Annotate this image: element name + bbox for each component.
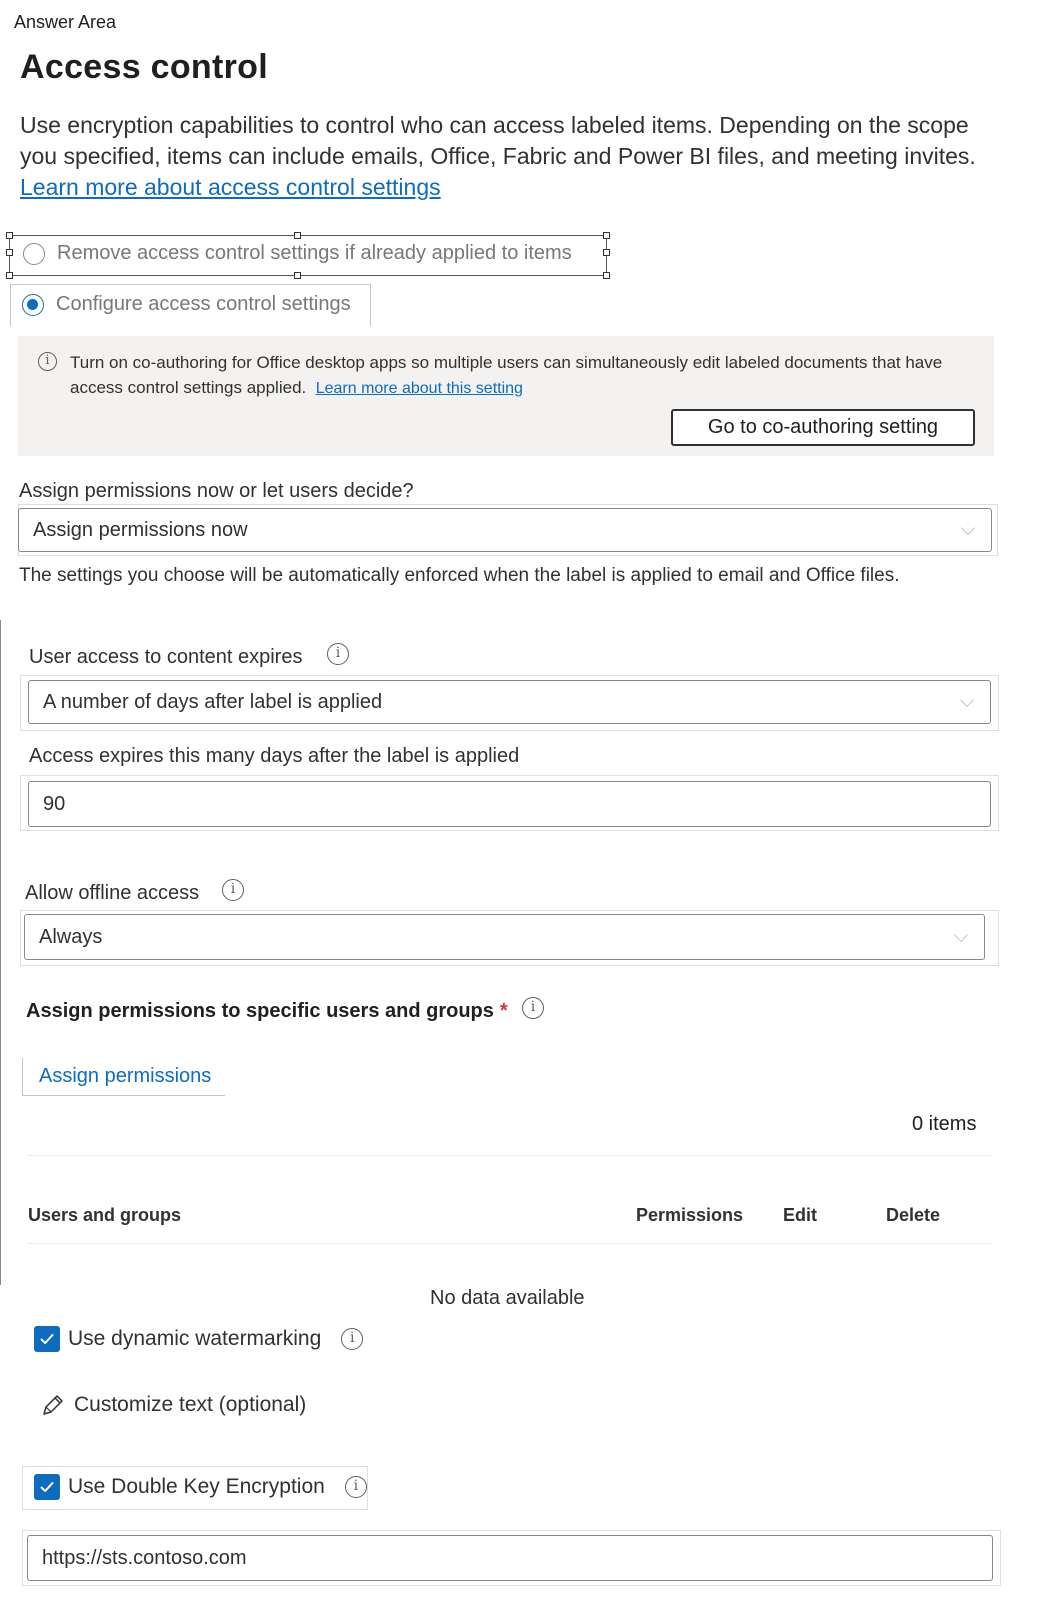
selection-handle[interactable] bbox=[6, 249, 13, 256]
coauthoring-message: Turn on co-authoring for Office desktop apps so multiple users can simultaneously edit labeled documents that have access control settings applied. bbox=[70, 353, 943, 397]
expiry-days-label: Access expires this many days after the label is applied bbox=[29, 745, 520, 767]
answer-area-label: Answer Area bbox=[14, 12, 117, 32]
dropdown-value: A number of days after label is applied bbox=[43, 690, 383, 713]
radio-button-checked[interactable] bbox=[22, 294, 44, 316]
chevron-down-icon bbox=[954, 928, 968, 942]
customize-text-link[interactable] bbox=[40, 1392, 306, 1418]
required-asterisk: * bbox=[499, 1000, 508, 1022]
info-icon[interactable]: i bbox=[341, 1328, 363, 1350]
checkmark-icon bbox=[39, 1479, 55, 1495]
input-value: 90 bbox=[43, 792, 66, 815]
dke-url-input[interactable] bbox=[27, 1535, 993, 1581]
selection-handle[interactable] bbox=[294, 272, 301, 279]
customize-text-label: Customize text (optional) bbox=[74, 1393, 307, 1416]
selection-handle[interactable] bbox=[294, 232, 301, 239]
table-header-divider bbox=[28, 1243, 992, 1244]
info-icon[interactable]: i bbox=[522, 997, 544, 1019]
expiry-days-input[interactable] bbox=[28, 781, 991, 827]
selection-handle[interactable] bbox=[6, 232, 13, 239]
assign-mode-label: Assign permissions now or let users decide? bbox=[19, 480, 414, 502]
assign-mode-dropdown[interactable] bbox=[18, 508, 992, 552]
checkmark-icon bbox=[39, 1331, 55, 1347]
assign-permissions-label: Assign permissions to specific users and groups bbox=[26, 1000, 494, 1022]
column-header-delete[interactable]: Delete bbox=[886, 1205, 941, 1225]
radio-label: Remove access control settings if already applied to items bbox=[57, 242, 572, 264]
checkbox-label: Use dynamic watermarking bbox=[68, 1327, 322, 1350]
selection-handle[interactable] bbox=[603, 232, 610, 239]
offline-access-dropdown[interactable] bbox=[24, 914, 985, 960]
items-count: 0 items bbox=[912, 1113, 977, 1135]
expiry-label: User access to content expires bbox=[29, 646, 303, 668]
empty-state-text: No data available bbox=[430, 1287, 585, 1309]
page-title: Access control bbox=[20, 48, 268, 86]
section-divider bbox=[0, 620, 1, 1285]
info-icon: i bbox=[38, 352, 57, 371]
input-value: https://sts.contoso.com bbox=[42, 1546, 247, 1569]
learn-more-access-control-link[interactable]: Learn more about access control settings bbox=[20, 174, 441, 200]
assign-permissions-button[interactable]: Assign permissions bbox=[22, 1058, 225, 1096]
info-icon[interactable]: i bbox=[327, 643, 349, 665]
offline-access-label: Allow offline access bbox=[25, 882, 200, 904]
checkbox-label: Use Double Key Encryption bbox=[68, 1475, 325, 1498]
chevron-down-icon bbox=[961, 521, 975, 535]
dynamic-watermarking-checkbox[interactable] bbox=[34, 1326, 60, 1352]
radio-button[interactable] bbox=[23, 243, 45, 265]
double-key-encryption-checkbox[interactable] bbox=[34, 1474, 60, 1500]
assign-permissions-heading bbox=[26, 1000, 508, 1023]
selection-handle[interactable] bbox=[603, 249, 610, 256]
info-icon[interactable]: i bbox=[345, 1476, 367, 1498]
expiry-dropdown[interactable] bbox=[28, 680, 991, 724]
dropdown-value: Assign permissions now bbox=[33, 518, 248, 541]
column-header-permissions[interactable]: Permissions bbox=[636, 1205, 744, 1225]
intro-text bbox=[20, 110, 1000, 203]
radio-configure-access-control[interactable] bbox=[22, 293, 351, 316]
radio-label: Configure access control settings bbox=[56, 293, 351, 315]
radio-remove-access-control[interactable] bbox=[23, 242, 572, 265]
dropdown-value: Always bbox=[39, 925, 103, 948]
intro-description: Use encryption capabilities to control who can access labeled items. Depending on the scope you specified, items can include emails, Office, Fabric and Power BI files, and meeting invites. bbox=[20, 112, 976, 169]
info-icon[interactable]: i bbox=[222, 879, 244, 901]
selection-handle[interactable] bbox=[6, 272, 13, 279]
selection-handle[interactable] bbox=[603, 272, 610, 279]
go-to-coauthoring-button[interactable]: Go to co-authoring setting bbox=[671, 409, 975, 446]
learn-more-coauthoring-link[interactable]: Learn more about this setting bbox=[315, 380, 523, 397]
table-top-divider bbox=[28, 1155, 992, 1156]
column-header-users-groups[interactable]: Users and groups bbox=[28, 1205, 182, 1225]
assign-mode-help: The settings you choose will be automatically enforced when the label is applied to email and Office files. bbox=[19, 565, 900, 586]
column-header-edit[interactable]: Edit bbox=[783, 1205, 817, 1225]
chevron-down-icon bbox=[960, 693, 974, 707]
coauthoring-info-text bbox=[70, 350, 970, 401]
pencil-icon bbox=[40, 1392, 66, 1418]
double-key-encryption-row[interactable] bbox=[34, 1474, 367, 1500]
dynamic-watermarking-row[interactable] bbox=[34, 1326, 363, 1352]
